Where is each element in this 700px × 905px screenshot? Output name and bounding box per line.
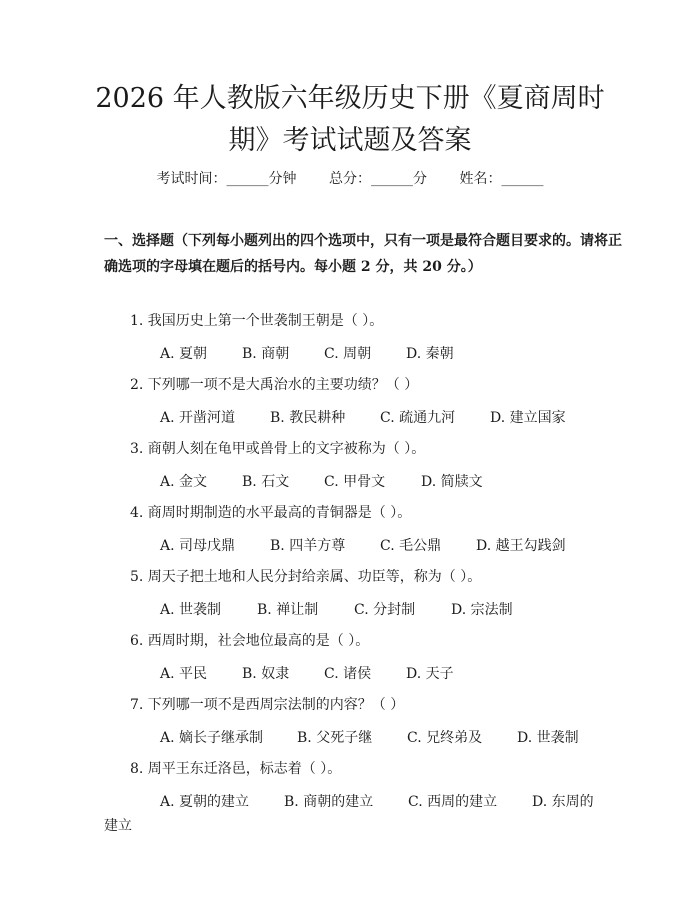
title-line-1: 2026 年人教版六年级历史下册《夏商周时	[95, 83, 605, 114]
option: A. 夏朝	[160, 346, 208, 362]
option: B. 石文	[242, 474, 290, 490]
option: C. 分封制	[354, 602, 416, 618]
question-stem: 7. 下列哪一项不是西周宗法制的内容？（ ）	[130, 697, 405, 713]
option: A. 世袭制	[160, 602, 222, 618]
option: D. 天子	[406, 666, 454, 682]
question-options	[160, 791, 594, 811]
question-options	[160, 535, 566, 555]
exam-score: 总分：______分	[329, 171, 427, 187]
option: C. 兄终弟及	[407, 730, 483, 746]
option: B. 父死子继	[297, 730, 373, 746]
question-options	[160, 407, 566, 427]
option: A. 夏朝的建立	[160, 794, 250, 810]
question-options	[160, 343, 454, 363]
question-stem: 2. 下列哪一项不是大禹治水的主要功绩？（ ）	[130, 377, 419, 393]
question-stem: 3. 商朝人刻在龟甲或兽骨上的文字被称为（ ）。	[130, 441, 426, 457]
option: C. 疏通九河	[380, 410, 456, 426]
option: D. 秦朝	[406, 346, 454, 362]
exam-time: 考试时间：______分钟	[156, 171, 297, 187]
question-stem: 4. 商周时期制造的水平最高的青铜器是（ ）。	[130, 505, 412, 521]
option: D. 越王勾践剑	[476, 538, 566, 554]
option: A. 司母戊鼎	[160, 538, 236, 554]
question-stem: 6. 西周时期，社会地位最高的是（ ）。	[130, 633, 370, 649]
title-line-2: 期》考试试题及答案	[228, 125, 472, 156]
option: A. 平民	[160, 666, 208, 682]
option: A. 金文	[160, 474, 208, 490]
option: B. 商朝的建立	[284, 794, 374, 810]
option: D. 宗法制	[451, 602, 513, 618]
option: D. 简牍文	[421, 474, 483, 490]
option-wrap-text: 建立	[104, 818, 132, 834]
question-options	[160, 471, 483, 491]
student-name: 姓名：______	[459, 171, 544, 187]
question-stem: 8. 周平王东迁洛邑，标志着（ ）。	[130, 761, 342, 777]
question-stem: 5. 周天子把土地和人民分封给亲属、功臣等，称为（ ）。	[130, 569, 482, 585]
option: D. 世袭制	[517, 730, 579, 746]
exam-meta	[0, 168, 700, 188]
option: B. 商朝	[242, 346, 290, 362]
option: D. 建立国家	[490, 410, 566, 426]
option: A. 嫡长子继承制	[160, 730, 264, 746]
option: B. 四羊方尊	[270, 538, 346, 554]
section-heading: 一、选择题（下列每小题列出的四个选项中，只有一项是最符合题目要求的。请将正确选项的字母填在题后的括号内。每小题 2 分，共 20 分。）	[104, 233, 622, 275]
option: B. 禅让制	[257, 602, 319, 618]
option: C. 甲骨文	[324, 474, 386, 490]
question-stem: 1. 我国历史上第一个世袭制王朝是（ ）。	[130, 313, 384, 329]
page-title	[60, 78, 640, 162]
option: D. 东周的	[532, 794, 594, 810]
option: C. 西周的建立	[408, 794, 498, 810]
option: B. 奴隶	[242, 666, 290, 682]
question-options	[160, 599, 513, 619]
option: C. 诸侯	[324, 666, 372, 682]
question-options	[160, 663, 454, 683]
option: C. 周朝	[324, 346, 372, 362]
option: C. 毛公鼎	[380, 538, 442, 554]
question-options	[160, 727, 579, 747]
option: A. 开凿河道	[160, 410, 236, 426]
option: B. 教民耕种	[270, 410, 346, 426]
